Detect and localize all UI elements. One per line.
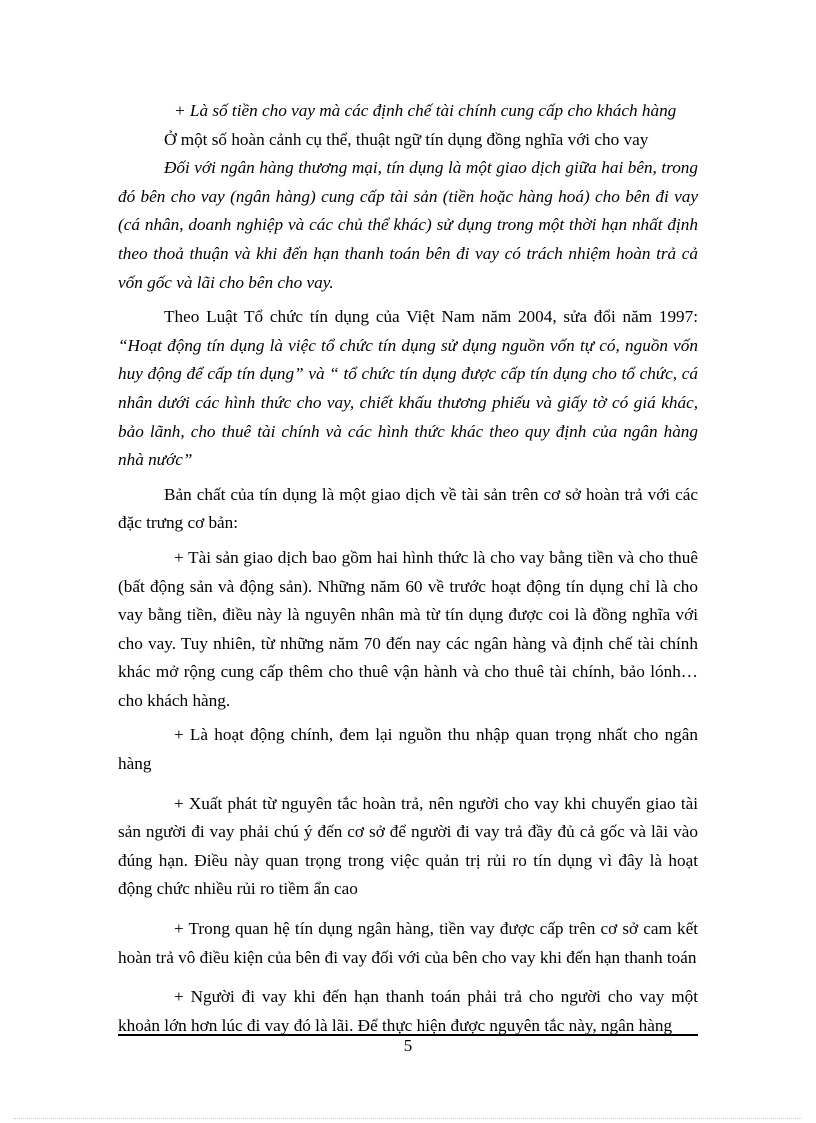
paragraph-main-activity: + Là hoạt động chính, đem lại nguồn thu nhập quan trọng nhất cho ngân hàng [118, 725, 698, 774]
law-quote: “Hoạt động tín dụng là việc tổ chức tín dụng sử dụng nguồn vốn tự có, nguồn vốn huy động để cấp tín dụng” và “ tổ chức tín dụng được cấp tín dụng cho tổ chức, cá nhân dưới các hình thức cho vay, chiết khấu thương phiếu và giấy tờ có giá khác, bảo lãnh, cho thuê tài chính và các hình thức khác theo quy định của ngân hàng nhà nước” [118, 335, 698, 470]
law-intro: Theo Luật Tổ chức tín dụng của Việt Nam năm 2004, sửa đổi năm 1997: [164, 307, 698, 327]
paragraph-asset-forms: + Tài sản giao dịch bao gồm hai hình thức là cho vay bằng tiền và cho thuê (bất động sản và động sản). Những năm 60 về trước hoạt động tín dụng chỉ là cho vay bằng tiền, điều này là nguyên nhân mà từ tín dụng được coi là đồng nghĩa với cho vay. Tuy nhiên, từ những năm 70 đến nay các ngân hàng và định chế tài chính khác mở rộng cung cấp thêm cho thuê vận hành và cho thuê tài chính, bảo lónh…cho khách hàng. [118, 547, 698, 710]
paragraph-loan-amount: + Là số tiền cho vay mà các định chế tài chính cung cấp cho khách hàng [174, 101, 677, 120]
paragraph-credit-nature: Bản chất của tín dụng là một giao dịch về tài sản trên cơ sở hoàn trả với các đặc trưng cơ bản: [118, 484, 698, 533]
paragraph-repayment-principle: + Xuất phát từ nguyên tắc hoàn trả, nên người cho vay khi chuyển giao tài sản người đi vay phải chú ý đến cơ sở để người đi vay trả đầy đủ cả gốc và lãi vào đúng hạn. Điều này quan trọng trong việc quản trị rủi ro tín dụng vì đây là hoạt động chức nhiều rủi ro tiềm ẩn cao [118, 793, 698, 899]
page-number: 5 [403, 1036, 413, 1055]
paragraph-commercial-bank-definition: Đối với ngân hàng thương mại, tín dụng là một giao dịch giữa hai bên, trong đó bên cho vay (ngân hàng) cung cấp tài sản (tiền hoặc hàng hoá) cho bên đi vay (cá nhân, doanh nghiệp và các chủ thể khác) sử dụng trong một thời hạn nhất định theo thoả thuận và khi đến hạn thanh toán bên đi vay có trách nhiệm hoàn trả cả vốn gốc và lãi cho bên cho vay. [118, 158, 698, 292]
body-text [118, 97, 698, 1040]
paragraph-law-reference [118, 303, 698, 475]
paragraph-synonym: Ở một số hoàn cảnh cụ thể, thuật ngữ tín dụng đồng nghĩa với cho vay [164, 129, 649, 149]
paragraph-unconditional-commitment: + Trong quan hệ tín dụng ngân hàng, tiền vay được cấp trên cơ sở cam kết hoàn trả vô điều kiện của bên đi vay đối với của bên cho vay khi đến hạn thanh toán [118, 919, 698, 967]
page-bottom-dotted-line [14, 1118, 802, 1119]
paragraph-interest: + Người đi vay khi đến hạn thanh toán phải trả cho người cho vay một khoản lớn hơn lúc đi vay đó là lãi. Để thực hiện được nguyên tắc này, ngân hàng [118, 987, 698, 1035]
